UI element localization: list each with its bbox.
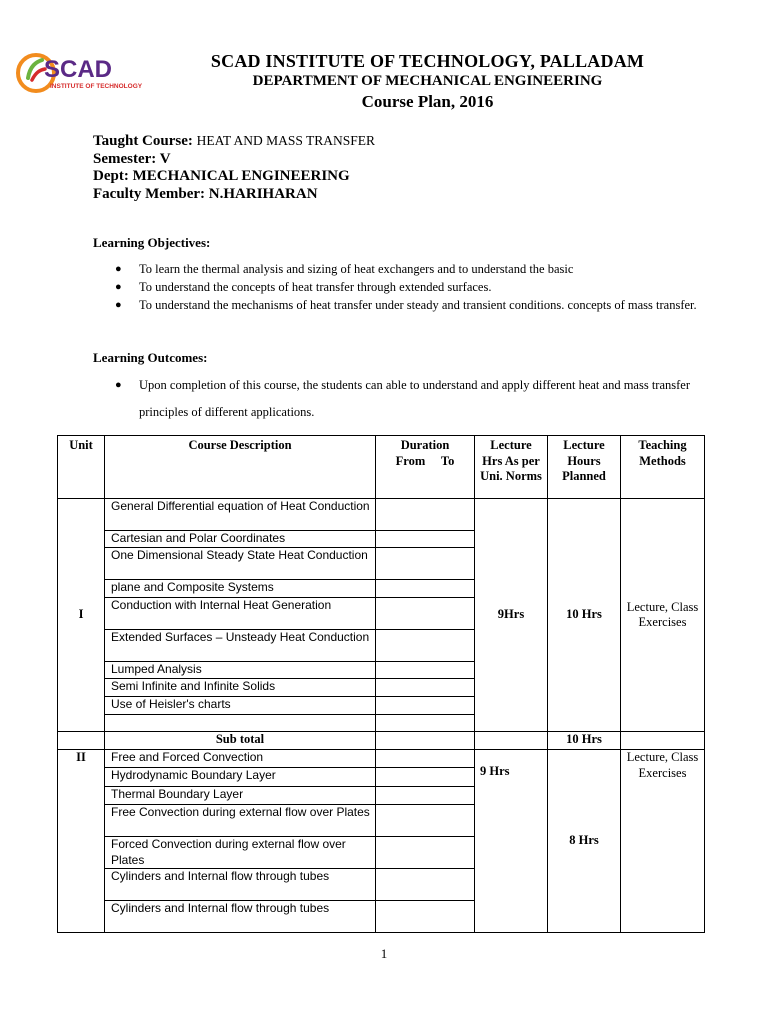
subtotal-label: Sub total [105, 732, 376, 750]
topic-cell: Hydrodynamic Boundary Layer [105, 768, 376, 787]
course-plan-table [57, 435, 705, 933]
topic-cell: Free Convection during external flow over Plates [105, 805, 376, 837]
duration-cell [376, 787, 475, 805]
topic-cell: General Differential equation of Heat Conduction [105, 499, 376, 531]
logo-tagline: INSTITUTE OF TECHNOLOGY [50, 83, 143, 90]
planned-hours-cell: 10 Hrs [548, 499, 621, 732]
scad-logo [14, 44, 143, 104]
institute-title: SCAD INSTITUTE OF TECHNOLOGY, PALLADAM [210, 51, 645, 71]
subtotal-planned: 10 Hrs [548, 732, 621, 750]
duration-cell [376, 630, 475, 662]
topic-cell: plane and Composite Systems [105, 580, 376, 598]
topic-cell: Extended Surfaces – Unsteady Heat Conduction [105, 630, 376, 662]
topic-cell: Free and Forced Convection [105, 750, 376, 768]
objectives-list [112, 260, 764, 319]
topic-cell: Conduction with Internal Heat Generation [105, 598, 376, 630]
header-description: Course Description [105, 436, 376, 499]
objective-item: ● To understand the concepts of heat transfer through extended surfaces. [115, 280, 492, 294]
subtotal-methods-cell [621, 732, 705, 750]
header-unit: Unit [58, 436, 105, 499]
bullet-icon: ● [115, 379, 122, 391]
topic-cell: Semi Infinite and Infinite Solids [105, 679, 376, 697]
course-plan-title: Course Plan, 2016 [361, 92, 494, 111]
duration-cell [376, 805, 475, 837]
norm-hours-cell: 9Hrs [475, 499, 548, 732]
table-header-row [58, 436, 705, 499]
unit-cell: I [58, 499, 105, 732]
objectives-title: Learning Objectives: [93, 235, 211, 250]
table-row [58, 499, 705, 531]
outcomes-title: Learning Outcomes: [93, 350, 208, 365]
taught-course-label: Taught Course: [93, 133, 193, 149]
dept-line: Dept: MECHANICAL ENGINEERING [93, 168, 350, 184]
subtotal-unit-cell [58, 732, 105, 750]
duration-cell [376, 697, 475, 715]
topic-cell: Thermal Boundary Layer [105, 787, 376, 805]
taught-course-value: HEAT AND MASS TRANSFER [196, 133, 376, 148]
duration-cell [376, 548, 475, 580]
course-info [93, 132, 375, 203]
objective-item: ● To learn the thermal analysis and sizing of heat exchangers and to understand the basic [115, 262, 574, 276]
duration-cell [376, 750, 475, 768]
bullet-icon: ● [115, 263, 122, 275]
planned-hours-cell: 8 Hrs [548, 750, 621, 933]
header-teaching: Teaching Methods [621, 436, 705, 499]
bullet-icon: ● [115, 281, 122, 293]
topic-cell: Use of Heisler's charts [105, 697, 376, 715]
duration-cell [376, 715, 475, 732]
topic-cell: Cartesian and Polar Coordinates [105, 531, 376, 548]
unit-cell: II [58, 750, 105, 933]
department-title: DEPARTMENT OF MECHANICAL ENGINEERING [252, 73, 603, 89]
duration-cell [376, 662, 475, 679]
topic-cell: Forced Convection during external flow over Plates [105, 837, 376, 869]
duration-cell [376, 901, 475, 933]
methods-cell: Lecture, Class Exercises [621, 750, 705, 933]
duration-cell [376, 580, 475, 598]
duration-cell [376, 531, 475, 548]
faculty-line: Faculty Member: N.HARIHARAN [93, 185, 318, 202]
duration-cell [376, 837, 475, 869]
page-number: 1 [380, 946, 388, 961]
header-lecture-planned: Lecture Hours Planned [548, 436, 621, 499]
header-lecture-norms: Lecture Hrs As per Uni. Norms [475, 436, 548, 499]
logo-brand: SCAD [44, 56, 113, 83]
topic-cell: One Dimensional Steady State Heat Conduction [105, 548, 376, 580]
subtotal-norm-cell [475, 732, 548, 750]
methods-cell: Lecture, Class Exercises [621, 499, 705, 732]
objective-item: ● To understand the mechanisms of heat transfer under steady and transient conditions. concepts of mass transfer. [112, 292, 764, 319]
duration-cell [376, 598, 475, 630]
topic-cell: Cylinders and Internal flow through tubes [105, 901, 376, 933]
empty-topic-cell [105, 715, 376, 732]
topic-cell: Lumped Analysis [105, 662, 376, 679]
taught-course-line [93, 132, 375, 151]
topic-cell: Cylinders and Internal flow through tubes [105, 869, 376, 901]
outcome-item: ● Upon completion of this course, the students can able to understand and apply different heat and mass transfer principles of different applications. [112, 372, 732, 426]
duration-cell [376, 732, 475, 750]
norm-hours-cell: 9 Hrs [475, 750, 548, 933]
semester-line: Semester: V [93, 150, 171, 167]
bullet-icon: ● [115, 299, 122, 311]
table-row [58, 750, 705, 768]
duration-cell [376, 869, 475, 901]
duration-cell [376, 499, 475, 531]
header-duration: Duration From To [376, 436, 475, 499]
header [150, 50, 705, 114]
duration-cell [376, 679, 475, 697]
outcomes-list [112, 372, 732, 426]
duration-cell [376, 768, 475, 787]
subtotal-row [58, 732, 705, 750]
